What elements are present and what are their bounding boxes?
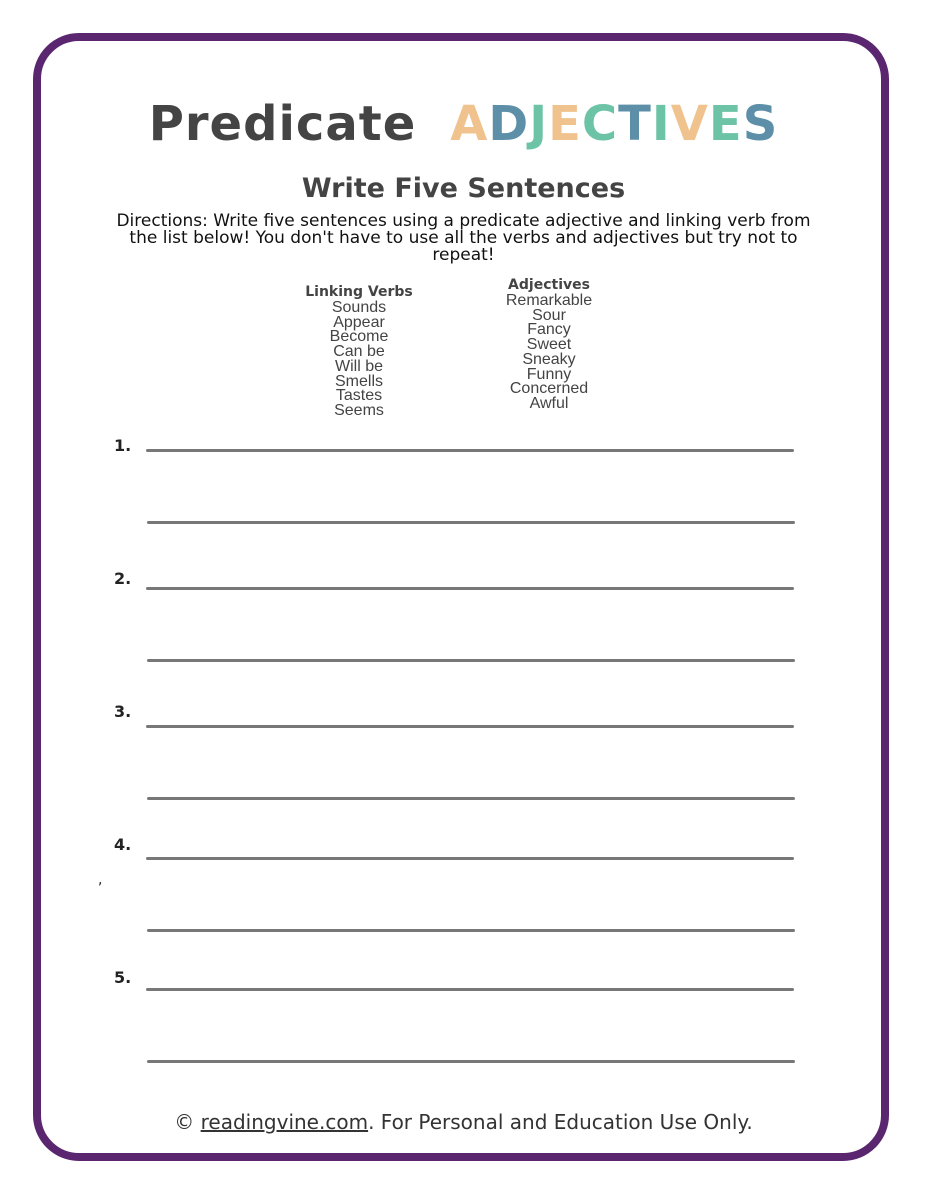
- adjectives-list: [489, 277, 609, 412]
- list-item: Tastes: [335, 387, 383, 405]
- writing-line[interactable]: [147, 1060, 795, 1063]
- title-word-predicate: Predicate: [148, 96, 417, 152]
- title-letter: D: [488, 96, 530, 152]
- list-item: Sneaky: [522, 350, 576, 368]
- footer: [0, 1110, 927, 1134]
- title-letter: J: [529, 96, 549, 152]
- sentence-number-3: 3.: [114, 702, 132, 721]
- adjectives-heading: Adjectives: [508, 277, 590, 293]
- writing-line[interactable]: [146, 449, 794, 452]
- list-item: Will be: [334, 357, 383, 375]
- writing-line[interactable]: [147, 797, 795, 800]
- linking-verbs-list: [299, 284, 419, 419]
- list-item: Appear: [333, 313, 385, 331]
- writing-line[interactable]: [146, 857, 794, 860]
- writing-line[interactable]: [146, 988, 794, 991]
- directions-text: Directions: Write five sentences using a predicate adjective and linking verb from the list below! You don't have to use all the verbs and adjectives but try not to repeat!: [116, 211, 811, 265]
- title-letter: E: [548, 96, 582, 152]
- title-letter: I: [651, 96, 671, 152]
- writing-line[interactable]: [147, 659, 795, 662]
- list-item: Sounds: [331, 299, 387, 316]
- footer-text: . For Personal and Education Use Only.: [368, 1110, 753, 1134]
- list-item: Remarkable: [505, 292, 593, 309]
- title-letter: E: [708, 96, 743, 152]
- worksheet-subtitle: Write Five Sentences: [301, 173, 626, 204]
- title-letter: S: [742, 96, 779, 152]
- list-item: Funny: [526, 365, 572, 383]
- list-item: Fancy: [527, 321, 571, 339]
- sentence-number-1: 1.: [114, 436, 132, 455]
- site-link[interactable]: readingvine.com: [200, 1110, 369, 1134]
- list-item: Sour: [532, 306, 566, 324]
- writing-line[interactable]: [146, 587, 794, 590]
- title-letter: C: [581, 96, 619, 152]
- list-item: Awful: [529, 394, 569, 412]
- writing-line[interactable]: [146, 725, 794, 728]
- title-letter: V: [670, 96, 709, 152]
- copyright-symbol: ©: [174, 1110, 195, 1134]
- sentence-number-4: 4.: [114, 835, 132, 854]
- worksheet-title: [0, 96, 927, 152]
- list-item: Sweet: [526, 336, 572, 354]
- list-item: Become: [329, 328, 389, 346]
- list-item: Smells: [334, 372, 383, 390]
- linking-verbs-heading: Linking Verbs: [305, 284, 413, 300]
- writing-line[interactable]: [147, 521, 795, 524]
- list-item: Seems: [334, 401, 384, 419]
- writing-line[interactable]: [147, 929, 795, 932]
- list-item: Concerned: [509, 380, 589, 398]
- title-letter: A: [450, 96, 489, 152]
- title-word-adjectives: [450, 96, 778, 152]
- list-item: Can be: [333, 343, 385, 361]
- sentence-number-2: 2.: [114, 569, 132, 588]
- stray-mark: ,: [98, 872, 103, 888]
- sentence-number-5: 5.: [114, 968, 132, 987]
- title-letter: T: [618, 96, 652, 152]
